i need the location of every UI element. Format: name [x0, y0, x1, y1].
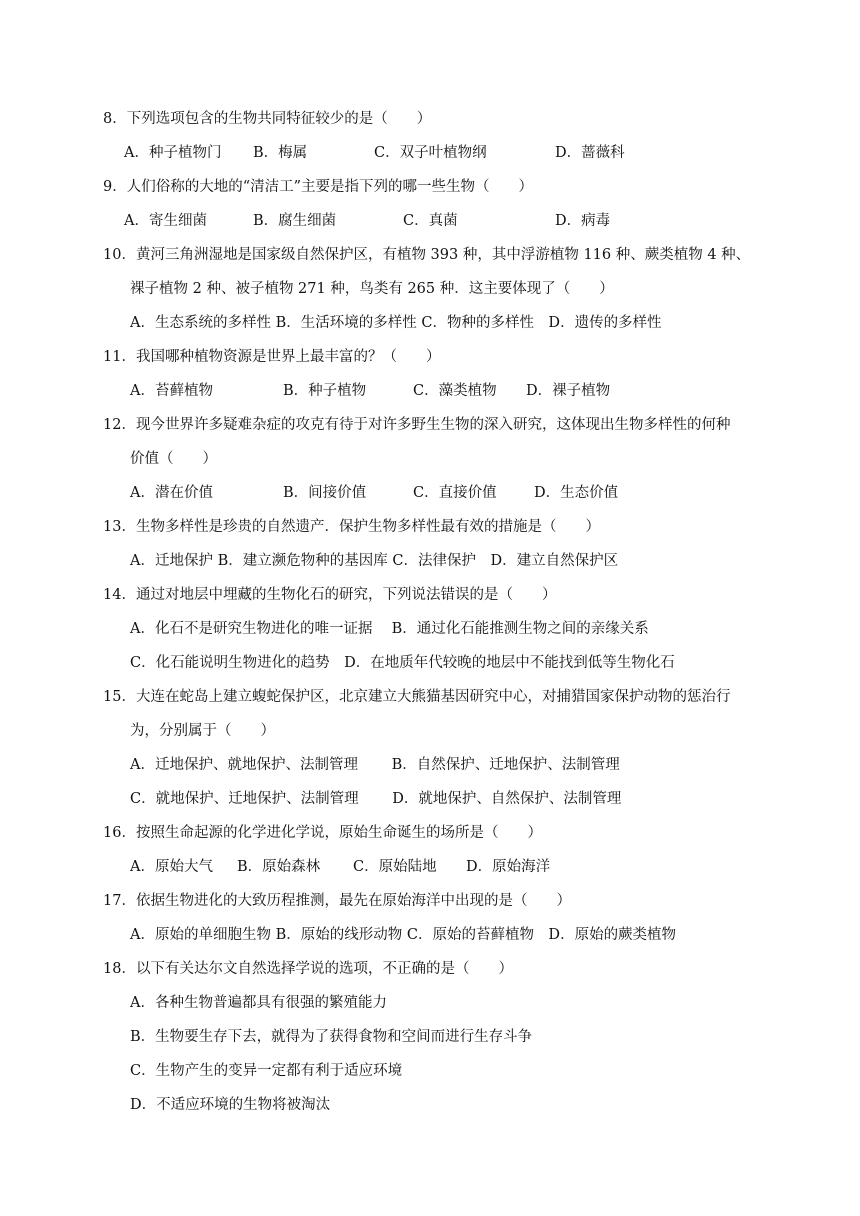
question-17-options: A．原始的单细胞生物 B．原始的线形动物 C．原始的苔藓植物 D．原始的蕨类植物: [130, 927, 677, 943]
question-9-option-a: A．寄生细菌: [124, 213, 207, 229]
question-13-options: A．迁地保护 B．建立濒危物种的基因库 C．法律保护 D．建立自然保护区: [130, 553, 619, 569]
question-14-options-1: A．化石不是研究生物进化的唯一证据 B．通过化石能推测生物之间的亲缘关系: [130, 621, 649, 637]
question-18-stem: 18．以下有关达尔文自然选择学说的选项，不正确的是（ ）: [103, 961, 513, 977]
question-17-stem: 17．依据生物进化的大致历程推测，最先在原始海洋中出现的是（ ）: [103, 893, 571, 909]
question-18-option-c: C．生物产生的变异一定都有利于适应环境: [130, 1063, 403, 1079]
question-15-options-2: C．就地保护、迁地保护、法制管理 D．就地保护、自然保护、法制管理: [130, 791, 622, 807]
question-15-options-1: A．迁地保护、就地保护、法制管理 B．自然保护、迁地保护、法制管理: [130, 757, 620, 773]
question-14-options-2: C．化石能说明生物进化的趋势 D．在地质年代较晚的地层中不能找到低等生物化石: [130, 655, 675, 671]
question-12-option-c: C．直接价值: [413, 485, 497, 501]
question-8-option-c: C．双子叶植物纲: [374, 145, 487, 161]
question-8-option-d: D．蔷薇科: [555, 145, 625, 161]
question-11-option-b: B．种子植物: [283, 383, 367, 399]
question-12-stem: 12．现今世界许多疑难杂症的攻克有待于对许多野生生物的深入研究，这体现出生物多样性的何种: [103, 417, 731, 433]
question-15-stem-continued: 为，分别属于（ ）: [130, 723, 275, 739]
question-16-option-a: A．原始大气: [130, 859, 213, 875]
question-8-option-b: B．梅属: [253, 145, 308, 161]
question-9-option-c: C．真菌: [403, 213, 458, 229]
question-8-option-a: A．种子植物门: [124, 145, 222, 161]
question-12-option-b: B．间接价值: [283, 485, 367, 501]
question-9-option-b: B．腐生细菌: [253, 213, 337, 229]
question-16-stem: 16．按照生命起源的化学进化学说，原始生命诞生的场所是（ ）: [103, 825, 542, 841]
question-12-option-a: A．潜在价值: [130, 485, 213, 501]
question-14-stem: 14．通过对地层中埋藏的生物化石的研究，下列说法错误的是（ ）: [103, 587, 557, 603]
question-9-stem: 9．人们俗称的大地的“清洁工”主要是指下列的哪一些生物（ ）: [103, 179, 534, 195]
question-16-option-d: D．原始海洋: [466, 859, 551, 875]
question-11-option-d: D．裸子植物: [526, 383, 611, 399]
question-11-option-a: A．苔藓植物: [130, 383, 213, 399]
question-8-stem: 8．下列选项包含的生物共同特征较少的是（ ）: [103, 111, 432, 127]
question-10-stem: 10．黄河三角洲湿地是国家级自然保护区，有植物 393 种，其中浮游植物 116 种、蕨类植物 4 种、: [103, 247, 751, 263]
question-11-option-c: C．藻类植物: [413, 383, 497, 399]
question-9-option-d: D．病毒: [555, 213, 611, 229]
question-12-option-d: D．生态价值: [534, 485, 619, 501]
question-10-options: A．生态系统的多样性 B．生活环境的多样性 C．物种的多样性 D．遗传的多样性: [130, 315, 662, 331]
question-18-option-d: D．不适应环境的生物将被淘汰: [130, 1097, 331, 1113]
question-12-stem-continued: 价值（ ）: [130, 451, 217, 467]
question-18-option-b: B．生物要生存下去，就得为了获得食物和空间而进行生存斗争: [130, 1029, 533, 1045]
question-18-option-a: A．各种生物普遍都具有很强的繁殖能力: [130, 995, 387, 1011]
question-11-stem: 11．我国哪种植物资源是世界上最丰富的？（ ）: [103, 349, 441, 365]
question-15-stem: 15．大连在蛇岛上建立蝮蛇保护区，北京建立大熊猫基因研究中心，对捕猎国家保护动物的惩治行: [103, 689, 731, 705]
question-16-option-b: B．原始森林: [237, 859, 321, 875]
question-10-stem-continued: 裸子植物 2 种、被子植物 271 种，鸟类有 265 种．这主要体现了（ ）: [130, 281, 614, 297]
question-16-option-c: C．原始陆地: [353, 859, 437, 875]
question-13-stem: 13．生物多样性是珍贵的自然遗产．保护生物多样性最有效的措施是（ ）: [103, 519, 600, 535]
